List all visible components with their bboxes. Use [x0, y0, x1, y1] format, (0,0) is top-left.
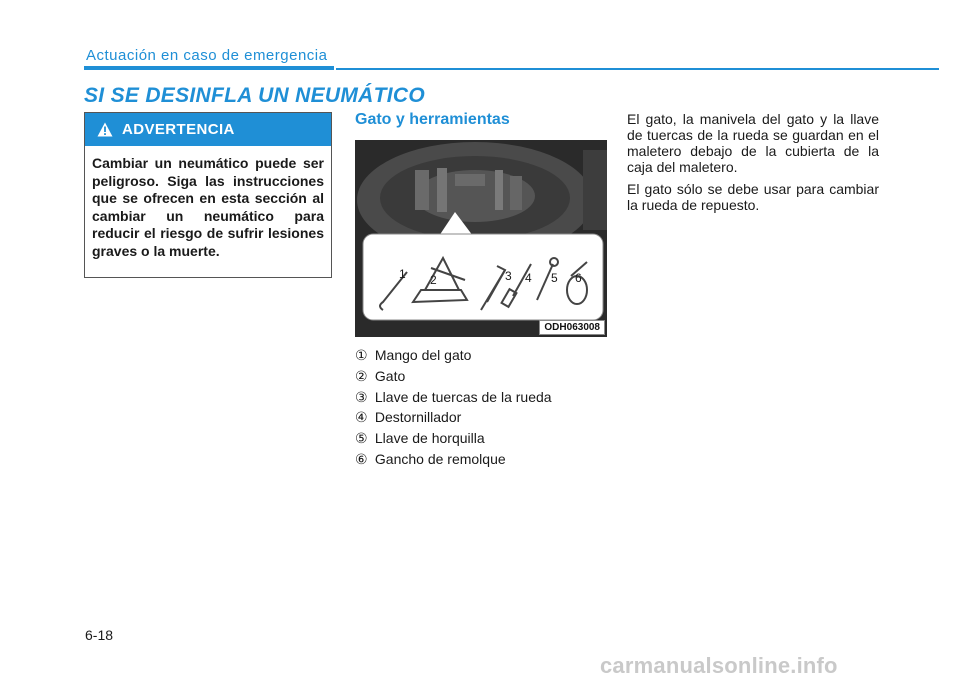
list-item-label: Gato — [374, 367, 406, 384]
tools-list — [355, 345, 552, 470]
list-item-label: Destornillador — [374, 409, 462, 426]
paragraph-usage: El gato sólo se debe usar para cambiar la rueda de repuesto. — [627, 181, 879, 213]
list-item-label: Llave de horquilla — [374, 430, 485, 447]
watermark-text: carmanualsonline.info — [600, 653, 838, 678]
list-item — [355, 407, 552, 428]
list-item — [355, 449, 552, 470]
section-title: Actuación en caso de emergencia — [86, 47, 328, 64]
list-item-label: Gancho de remolque — [374, 450, 506, 467]
warning-triangle-icon — [97, 122, 113, 137]
list-item-number: ④ — [355, 409, 368, 426]
figure-label-1: 1 — [399, 267, 406, 281]
tools-section-title: Gato y herramientas — [355, 111, 510, 128]
tools-illustration — [355, 140, 607, 337]
figure-label-2: 2 — [430, 273, 437, 287]
figure-code: ODH063008 — [539, 320, 605, 335]
warning-text: Cambiar un neumático puede ser peligroso. Siga las instrucciones que se ofrecen en esta sección al cambiar un neumático para reducir el riesgo de sufrir lesiones graves o la muerte. — [92, 155, 324, 259]
chapter-title: SI SE DESINFLA UN NEUMÁTICO — [84, 84, 426, 107]
warning-header — [85, 113, 331, 146]
list-item-label: Mango del gato — [374, 347, 472, 363]
list-item-number: ⑥ — [355, 450, 368, 467]
page-number: 6-18 — [85, 627, 114, 643]
list-item-number: ② — [355, 367, 368, 384]
figure-label-5: 5 — [551, 271, 558, 285]
tools-figure — [355, 140, 607, 337]
paragraph-storage: El gato, la manivela del gato y la llave de tuercas de la rueda se guardan en el maletero debajo de la cubierta de la caja del maletero. — [627, 111, 879, 175]
list-item — [355, 428, 552, 449]
figure-label-3: 3 — [505, 269, 512, 283]
figure-label-6: 6 — [575, 271, 582, 285]
list-item-number: ① — [355, 347, 368, 363]
header-divider-thin — [336, 68, 939, 70]
warning-title: ADVERTENCIA — [122, 121, 235, 138]
figure-label-4: 4 — [525, 271, 532, 285]
list-item-label: Llave de tuercas de la rueda — [374, 388, 552, 405]
list-item — [355, 345, 552, 366]
list-item — [355, 387, 552, 408]
right-column — [627, 111, 879, 219]
list-item — [355, 366, 552, 387]
list-item-number: ③ — [355, 388, 368, 405]
list-item-number: ⑤ — [355, 430, 368, 447]
warning-box — [84, 112, 332, 278]
header-divider-thick — [84, 66, 334, 70]
